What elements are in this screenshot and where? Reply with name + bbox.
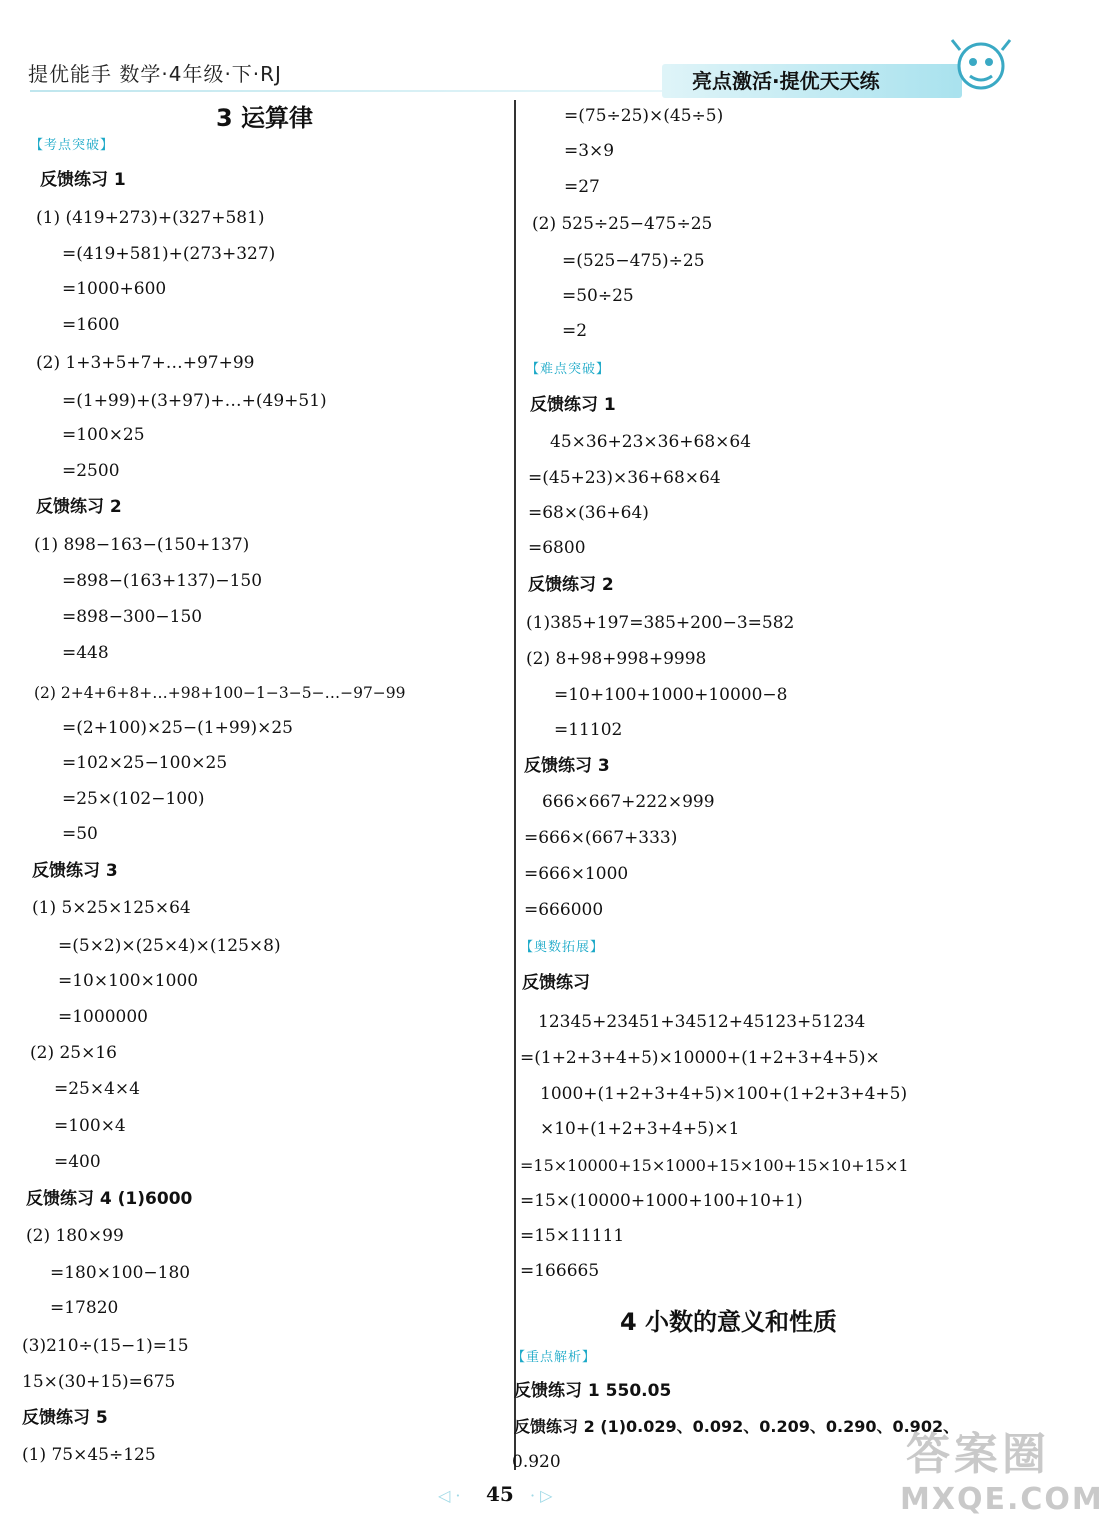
answer-line: (2) 25×16 bbox=[30, 1043, 117, 1063]
answer-line: =27 bbox=[564, 177, 600, 197]
answer-line: =25×4×4 bbox=[54, 1079, 140, 1099]
answer-line: (1) 5×25×125×64 bbox=[32, 898, 191, 918]
answer-line: =898−300−150 bbox=[62, 607, 203, 627]
answer-line: =2 bbox=[562, 321, 588, 341]
answer-line: =(2+100)×25−(1+99)×25 bbox=[62, 718, 293, 738]
answer-line: 0.920 bbox=[512, 1452, 561, 1472]
exercise-heading: 反馈练习 1 550.05 bbox=[514, 1381, 672, 1401]
right-arrow-decoration-icon: · ▷ bbox=[530, 1486, 553, 1505]
exercise-heading: 反馈练习 1 bbox=[530, 395, 616, 415]
answer-line: (1) (419+273)+(327+581) bbox=[36, 208, 265, 228]
answer-line: =(525−475)÷25 bbox=[562, 251, 705, 271]
answer-line: =50 bbox=[62, 824, 98, 844]
tag-key-points: 【考点突破】 bbox=[30, 138, 115, 153]
answer-line: =1600 bbox=[62, 315, 120, 335]
answer-line: =(5×2)×(25×4)×(125×8) bbox=[58, 936, 281, 956]
answer-line: (2) 2+4+6+8+…+98+100−1−3−5−…−97−99 bbox=[34, 684, 406, 702]
answer-line: =102×25−100×25 bbox=[62, 753, 228, 773]
answer-line: =898−(163+137)−150 bbox=[62, 571, 263, 591]
answer-line: =(1+2+3+4+5)×10000+(1+2+3+4+5)× bbox=[520, 1048, 880, 1068]
answer-line: =1000+600 bbox=[62, 279, 167, 299]
exercise-heading: 反馈练习 1 bbox=[40, 170, 126, 190]
section-title-4: 4 小数的意义和性质 bbox=[620, 1308, 838, 1336]
answer-line: =448 bbox=[62, 643, 109, 663]
answer-line: (2) 8+98+998+9998 bbox=[526, 649, 707, 669]
exercise-heading: 反馈练习 bbox=[522, 973, 590, 993]
answer-line: =10+100+1000+10000−8 bbox=[554, 685, 788, 705]
answer-line: =166665 bbox=[520, 1261, 600, 1281]
answer-line: =15×(10000+1000+100+10+1) bbox=[520, 1191, 803, 1211]
exercise-heading: 反馈练习 5 bbox=[22, 1408, 108, 1428]
answer-line: =100×4 bbox=[54, 1116, 126, 1136]
answer-line: (1)385+197=385+200−3=582 bbox=[526, 613, 795, 633]
answer-line: =15×10000+15×1000+15×100+15×10+15×1 bbox=[520, 1156, 909, 1175]
answer-line: =3×9 bbox=[564, 141, 615, 161]
answer-line: =(419+581)+(273+327) bbox=[62, 244, 276, 264]
watermark-logo bbox=[900, 1418, 1104, 1528]
left-arrow-decoration-icon: ◁ · bbox=[438, 1486, 461, 1505]
answer-line: =17820 bbox=[50, 1298, 119, 1318]
answer-line: =6800 bbox=[528, 538, 586, 558]
tag-difficult-points: 【难点突破】 bbox=[526, 362, 611, 377]
section-title-3: 3 运算律 bbox=[216, 104, 314, 132]
watermark-text: 答案圈 bbox=[906, 1429, 1050, 1480]
exercise-heading: 反馈练习 4 (1)6000 bbox=[26, 1189, 193, 1209]
answer-line: =100×25 bbox=[62, 425, 145, 445]
answer-line: 666×667+222×999 bbox=[542, 792, 715, 812]
answer-line: (1) 75×45÷125 bbox=[22, 1445, 156, 1465]
answer-line: (2) 1+3+5+7+…+97+99 bbox=[36, 353, 255, 373]
answer-line: 15×(30+15)=675 bbox=[22, 1372, 176, 1392]
answer-line: =2500 bbox=[62, 461, 120, 481]
answer-line: =1000000 bbox=[58, 1007, 148, 1027]
exercise-heading: 反馈练习 2 bbox=[528, 575, 614, 595]
answer-line: =25×(102−100) bbox=[62, 789, 205, 809]
exercise-heading: 反馈练习 3 bbox=[524, 756, 610, 776]
answer-line: (1) 898−163−(150+137) bbox=[34, 535, 250, 555]
answer-line: 45×36+23×36+68×64 bbox=[550, 432, 752, 452]
column-divider bbox=[514, 100, 516, 1470]
answer-line: =(75÷25)×(45÷5) bbox=[564, 106, 724, 126]
page-number: 45 bbox=[486, 1482, 514, 1506]
exercise-heading: 反馈练习 2 (1)0.029、0.092、0.209、0.290、0.902、 bbox=[514, 1417, 960, 1436]
answer-line: =(1+99)+(3+97)+…+(49+51) bbox=[62, 391, 327, 411]
header-series-badge: 亮点激活·提优天天练 bbox=[662, 64, 962, 98]
tag-key-analysis: 【重点解析】 bbox=[512, 1350, 597, 1365]
answer-line: =666×(667+333) bbox=[524, 828, 678, 848]
answer-line: =400 bbox=[54, 1152, 101, 1172]
answer-line: 12345+23451+34512+45123+51234 bbox=[538, 1012, 866, 1032]
mascot-icon bbox=[946, 36, 1016, 102]
tag-olympiad-extension: 【奥数拓展】 bbox=[520, 940, 605, 955]
answer-line: ×10+(1+2+3+4+5)×1 bbox=[540, 1119, 740, 1139]
exercise-heading: 反馈练习 3 bbox=[32, 861, 118, 881]
answer-line: =666000 bbox=[524, 900, 604, 920]
answer-line: (2) 180×99 bbox=[26, 1226, 124, 1246]
answer-line: =(45+23)×36+68×64 bbox=[528, 468, 721, 488]
answer-line: =50÷25 bbox=[562, 286, 634, 306]
answer-line: (3)210÷(15−1)=15 bbox=[22, 1336, 189, 1356]
header-book-title: 提优能手 数学·4年级·下·RJ bbox=[28, 62, 282, 86]
watermark-url: MXQE.COM bbox=[900, 1482, 1104, 1517]
header-rule bbox=[30, 90, 690, 92]
exercise-heading: 反馈练习 2 bbox=[36, 497, 122, 517]
answer-line: =11102 bbox=[554, 720, 623, 740]
answer-line: 1000+(1+2+3+4+5)×100+(1+2+3+4+5) bbox=[540, 1084, 908, 1104]
answer-line: =10×100×1000 bbox=[58, 971, 199, 991]
answer-line: (2) 525÷25−475÷25 bbox=[532, 214, 713, 234]
answer-line: =68×(36+64) bbox=[528, 503, 649, 523]
answer-line: =15×11111 bbox=[520, 1226, 625, 1246]
answer-line: =180×100−180 bbox=[50, 1263, 191, 1283]
answer-line: =666×1000 bbox=[524, 864, 629, 884]
